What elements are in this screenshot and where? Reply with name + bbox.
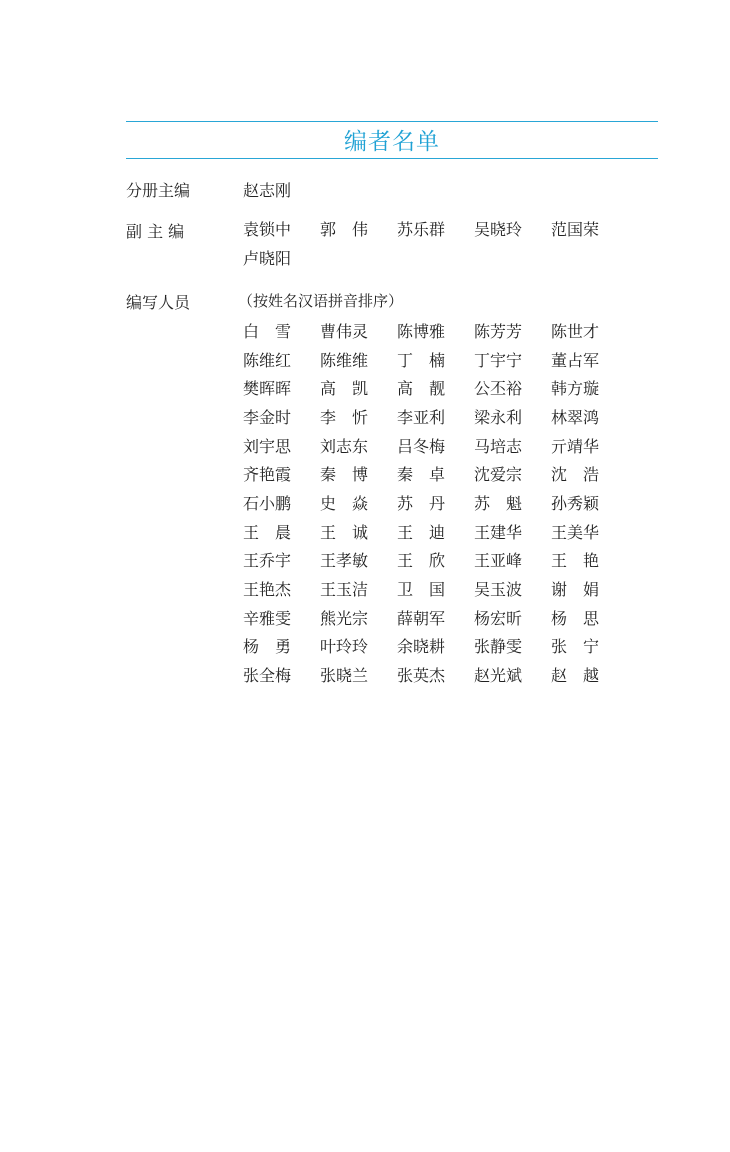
deputy-editor-name: 苏乐群 bbox=[397, 219, 446, 239]
writer-name: 辛雅雯 bbox=[243, 608, 292, 628]
writer-name: 王艳杰 bbox=[243, 580, 292, 600]
writers-row bbox=[243, 632, 628, 661]
writer-name: 王 诚 bbox=[320, 522, 369, 542]
volume-editor-name: 赵志刚 bbox=[243, 181, 292, 200]
writer-name: 沈爱宗 bbox=[474, 465, 523, 485]
writers-label: 编写人员 bbox=[126, 293, 191, 312]
writers-row bbox=[243, 431, 628, 460]
writer-name: 樊晖晖 bbox=[243, 379, 292, 399]
volume-editor-label: 分册主编 bbox=[126, 181, 191, 200]
writer-name: 刘宇思 bbox=[243, 436, 292, 456]
writer-name: 马培志 bbox=[474, 436, 523, 456]
writer-name: 薛朝军 bbox=[397, 608, 446, 628]
writer-name: 王玉洁 bbox=[320, 580, 369, 600]
writer-name: 陈维红 bbox=[243, 350, 292, 370]
writers-sort-note: （按姓名汉语拼音排序） bbox=[238, 292, 404, 310]
writers-row bbox=[243, 517, 628, 546]
writer-name: 孙秀颖 bbox=[551, 493, 600, 513]
writer-name: 王孝敏 bbox=[320, 551, 369, 571]
writers-row bbox=[243, 459, 628, 488]
writer-name: 梁永利 bbox=[474, 407, 523, 427]
deputy-editors-label: 副 主 编 bbox=[126, 222, 185, 241]
deputy-editor-name: 卢晓阳 bbox=[243, 248, 292, 268]
writer-name: 李金时 bbox=[243, 407, 292, 427]
writer-name: 杨 勇 bbox=[243, 637, 292, 657]
writer-name: 陈博雅 bbox=[397, 321, 446, 341]
writers-row bbox=[243, 660, 628, 689]
writer-name: 苏 魁 bbox=[474, 493, 523, 513]
writer-name: 秦 卓 bbox=[397, 465, 446, 485]
writer-name: 王 晨 bbox=[243, 522, 292, 542]
deputy-editor-name: 郭 伟 bbox=[320, 219, 369, 239]
writer-name: 史 焱 bbox=[320, 493, 369, 513]
writer-name: 高 靓 bbox=[397, 379, 446, 399]
writers-row bbox=[243, 316, 628, 345]
writer-name: 齐艳霞 bbox=[243, 465, 292, 485]
writer-name: 丁 楠 bbox=[397, 350, 446, 370]
writers-row bbox=[243, 603, 628, 632]
writer-name: 李亚利 bbox=[397, 407, 446, 427]
writer-name: 苏 丹 bbox=[397, 493, 446, 513]
writers-list bbox=[243, 316, 628, 689]
writer-name: 李 忻 bbox=[320, 407, 369, 427]
writer-name: 陈芳芳 bbox=[474, 321, 523, 341]
writer-name: 丁宇宁 bbox=[474, 350, 523, 370]
writer-name: 吴玉波 bbox=[474, 580, 523, 600]
deputy-editors-list bbox=[243, 214, 628, 271]
writer-name: 高 凯 bbox=[320, 379, 369, 399]
writer-name: 刘志东 bbox=[320, 436, 369, 456]
writers-row bbox=[243, 574, 628, 603]
writer-name: 沈 浩 bbox=[551, 465, 600, 485]
writer-name: 吕冬梅 bbox=[397, 436, 446, 456]
writer-name: 白 雪 bbox=[243, 321, 292, 341]
writer-name: 王乔宇 bbox=[243, 551, 292, 571]
writers-row bbox=[243, 402, 628, 431]
writers-row bbox=[243, 488, 628, 517]
writer-name: 公丕裕 bbox=[474, 379, 523, 399]
writer-name: 赵光斌 bbox=[474, 666, 523, 686]
writer-name: 王美华 bbox=[551, 522, 600, 542]
writer-name: 张静雯 bbox=[474, 637, 523, 657]
page-title: 编者名单 bbox=[344, 129, 440, 155]
writer-name: 林翠鸿 bbox=[551, 407, 600, 427]
writer-name: 张晓兰 bbox=[320, 666, 369, 686]
writer-name: 王 迪 bbox=[397, 522, 446, 542]
writer-name: 王亚峰 bbox=[474, 551, 523, 571]
writer-name: 张全梅 bbox=[243, 666, 292, 686]
writer-name: 叶玲玲 bbox=[320, 637, 369, 657]
writer-name: 亓靖华 bbox=[551, 436, 600, 456]
writer-name: 董占军 bbox=[551, 350, 600, 370]
deputy-editor-name: 袁锁中 bbox=[243, 219, 292, 239]
writer-name: 石小鹏 bbox=[243, 493, 292, 513]
writers-row bbox=[243, 373, 628, 402]
writer-name: 秦 博 bbox=[320, 465, 369, 485]
writers-row bbox=[243, 345, 628, 374]
writer-name: 杨 思 bbox=[551, 608, 600, 628]
writer-name: 曹伟灵 bbox=[320, 321, 369, 341]
writer-name: 张英杰 bbox=[397, 666, 446, 686]
writer-name: 陈维维 bbox=[320, 350, 369, 370]
deputy-editor-name: 吴晓玲 bbox=[474, 219, 523, 239]
writer-name: 王 欣 bbox=[397, 551, 446, 571]
writer-name: 王 艳 bbox=[551, 551, 600, 571]
writer-name: 谢 娟 bbox=[551, 580, 600, 600]
writer-name: 卫 国 bbox=[397, 580, 446, 600]
writer-name: 余晓耕 bbox=[397, 637, 446, 657]
title-bottom-rule bbox=[126, 158, 658, 159]
deputy-editors-row bbox=[243, 214, 628, 243]
writer-name: 张 宁 bbox=[551, 637, 600, 657]
writer-name: 熊光宗 bbox=[320, 608, 369, 628]
deputy-editors-row bbox=[243, 243, 628, 272]
deputy-editor-name: 范国荣 bbox=[551, 219, 600, 239]
writers-row bbox=[243, 546, 628, 575]
writer-name: 陈世才 bbox=[551, 321, 600, 341]
writer-name: 赵 越 bbox=[551, 666, 600, 686]
writer-name: 韩方璇 bbox=[551, 379, 600, 399]
writer-name: 杨宏昕 bbox=[474, 608, 523, 628]
writer-name: 王建华 bbox=[474, 522, 523, 542]
